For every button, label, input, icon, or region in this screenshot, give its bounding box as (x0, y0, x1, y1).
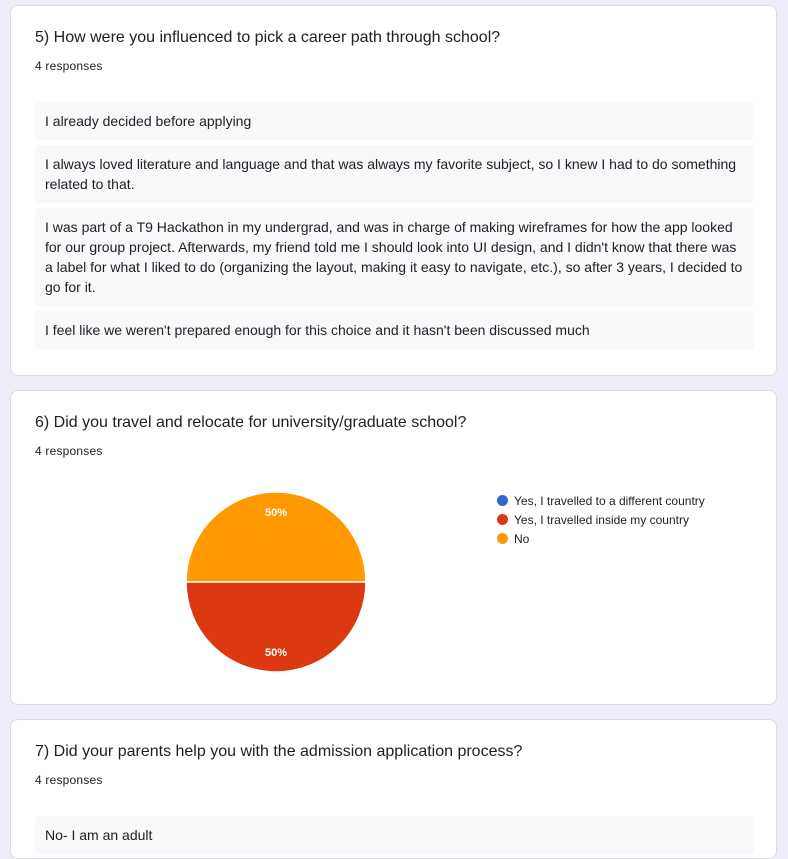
chart-legend (497, 491, 705, 548)
legend-label: Yes, I travelled to a different country (514, 493, 705, 508)
response-item: I was part of a T9 Hackathon in my undergrad, and was in charge of making wireframes for how the app looked for our group project. Afterwards, my friend told me I should look into UI design, and I didn't know that there was a label for what I liked to do (organizing the layout, making it easy to navigate, etc.), so after 3 years, I decided to go for it. (35, 208, 754, 306)
legend-item (497, 529, 705, 548)
response-list (35, 102, 754, 354)
legend-label: Yes, I travelled inside my country (514, 512, 689, 527)
question-title: 7) Did your parents help you with the admission application process? (35, 743, 523, 760)
question-title: 5) How were you influenced to pick a career path through school? (35, 29, 501, 46)
question-card-7 (10, 719, 777, 859)
response-item: No- I am an adult (35, 816, 754, 854)
legend-swatch (497, 514, 508, 525)
legend-swatch (497, 495, 508, 506)
response-item: I already decided before applying (35, 102, 754, 140)
legend-item (497, 510, 705, 529)
response-item: I always loved literature and language and that was always my favorite subject, so I knew I had to do something related to that. (35, 145, 754, 203)
question-card-6 (10, 390, 777, 705)
pie-slice (186, 492, 366, 582)
response-list (35, 816, 754, 859)
pie-chart-svg (185, 479, 367, 685)
legend-label: No (514, 531, 530, 546)
pie-slice-label: 50% (264, 506, 288, 519)
response-count: 4 responses (35, 444, 103, 458)
pie-slice-label: 50% (264, 647, 288, 660)
response-item: I feel like we weren't prepared enough for this choice and it hasn't been discussed much (35, 311, 754, 349)
response-count: 4 responses (35, 59, 103, 73)
legend-item (497, 491, 705, 510)
legend-swatch (497, 533, 508, 544)
question-title: 6) Did you travel and relocate for university/graduate school? (35, 414, 467, 431)
question-card-5 (10, 5, 777, 376)
pie-chart (185, 479, 367, 685)
response-count: 4 responses (35, 773, 103, 787)
